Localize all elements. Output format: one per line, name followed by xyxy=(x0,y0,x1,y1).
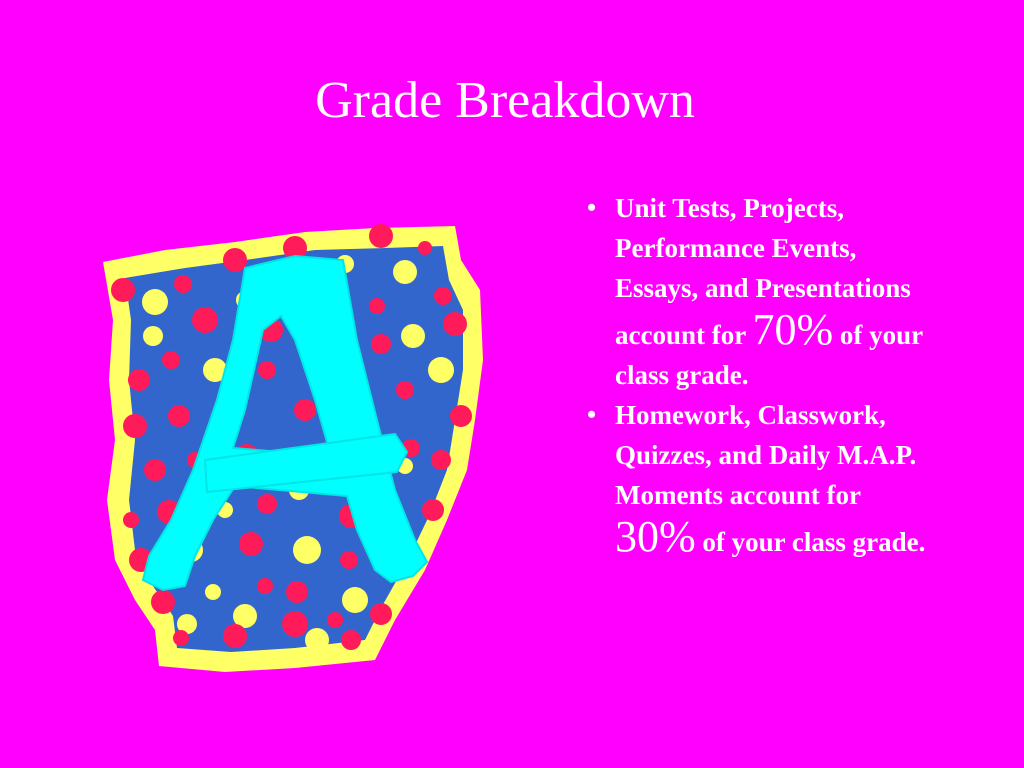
letter-a-clipart-icon xyxy=(95,220,495,680)
polka-dot xyxy=(341,630,361,650)
polka-dot xyxy=(293,536,321,564)
polka-dot xyxy=(223,624,247,648)
polka-dot xyxy=(239,532,263,556)
bullet-item-2 xyxy=(585,395,945,562)
polka-dot xyxy=(205,584,221,600)
polka-dot xyxy=(192,307,218,333)
polka-dot xyxy=(428,357,454,383)
polka-dot xyxy=(305,628,329,652)
polka-dot xyxy=(286,581,308,603)
bullet-1-text-after: of your class grade. xyxy=(615,320,923,390)
polka-dot xyxy=(123,414,147,438)
polka-dot xyxy=(371,334,391,354)
polka-dot xyxy=(144,459,166,481)
bullet-2-text-after: of your class grade. xyxy=(702,527,926,557)
polka-dot xyxy=(340,551,358,569)
polka-dot xyxy=(401,324,425,348)
polka-dot xyxy=(143,326,163,346)
polka-dot xyxy=(123,512,139,528)
polka-dot xyxy=(450,405,472,427)
polka-dot xyxy=(418,241,432,255)
polka-dot xyxy=(223,248,247,272)
polka-dot xyxy=(111,278,135,302)
polka-dot xyxy=(396,381,414,399)
polka-dot xyxy=(327,612,343,628)
polka-dot xyxy=(173,630,189,646)
polka-dot xyxy=(168,405,190,427)
bullet-2-percent: 30% xyxy=(615,512,696,561)
polka-dot xyxy=(257,494,277,514)
polka-dot xyxy=(151,590,175,614)
polka-dot xyxy=(294,399,316,421)
polka-dot xyxy=(128,369,150,391)
polka-dot xyxy=(431,450,451,470)
polka-dot xyxy=(142,289,168,315)
polka-dot xyxy=(443,312,467,336)
polka-dot xyxy=(257,578,273,594)
polka-dot xyxy=(434,287,452,305)
polka-dot xyxy=(369,298,385,314)
polka-dot xyxy=(282,611,308,637)
slide-title: Grade Breakdown xyxy=(315,71,695,129)
polka-dot xyxy=(369,224,393,248)
bullet-1-text: Unit Tests, Projects, Performance Events, Essays, and Presentations account for xyxy=(615,193,911,350)
polka-dot xyxy=(174,275,192,293)
polka-dot xyxy=(258,361,276,379)
bullet-dot-icon: • xyxy=(587,400,597,429)
polka-dot xyxy=(342,587,368,613)
bullet-list xyxy=(585,188,945,562)
bullet-item-1 xyxy=(585,188,945,395)
bullet-2-text: Homework, Classwork, Quizzes, and Daily M.A.P. Moments account for xyxy=(615,400,917,510)
polka-dot xyxy=(422,499,444,521)
bullet-dot-icon: • xyxy=(587,193,597,222)
bullet-1-percent: 70% xyxy=(752,305,834,354)
polka-dot xyxy=(162,351,180,369)
polka-dot xyxy=(370,603,392,625)
polka-dot xyxy=(393,260,417,284)
